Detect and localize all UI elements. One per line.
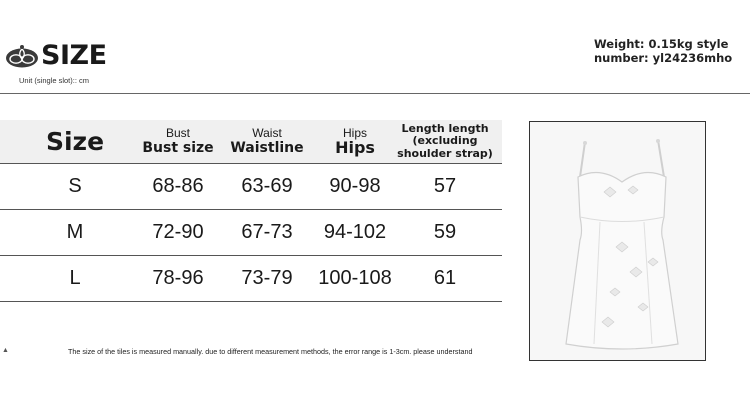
table-row: [0, 210, 502, 256]
measurement-note: The size of the tiles is measured manually. due to different measurement methods, the error range is 1-3cm. please understand: [68, 347, 473, 356]
bust-cell: 72-90: [152, 221, 204, 243]
length-column-header: [392, 120, 498, 163]
bust-header-bold: Bust size: [142, 140, 214, 156]
hips-column-header: [314, 120, 396, 163]
length-cell: 59: [433, 221, 457, 243]
length-header-line3: shoulder strap): [397, 146, 493, 160]
size-cell: S: [68, 175, 82, 197]
product-photo: [529, 121, 706, 361]
size-header-label: Size: [45, 127, 105, 156]
hips-header-bold: Hips: [335, 138, 375, 157]
waist-header-small: Waist: [252, 126, 282, 140]
unit-label: Unit (single slot):: cm: [19, 76, 90, 85]
waist-header-bold: Waistline: [230, 140, 304, 156]
size-heading: SIZE: [41, 40, 107, 71]
bust-column-header: [140, 120, 216, 163]
size-table: [0, 120, 502, 302]
header-divider: [0, 93, 750, 94]
hips-cell: 90-98: [329, 175, 381, 197]
hanger-logo-icon: [5, 43, 39, 69]
length-header-line2: (excluding: [412, 134, 478, 148]
waist-cell: 67-73: [241, 221, 293, 243]
dress-illustration: [530, 122, 705, 360]
length-cell: 61: [433, 267, 457, 289]
bust-cell: 78-96: [152, 267, 204, 289]
hips-cell: 94-102: [323, 221, 387, 243]
bust-cell: 68-86: [152, 175, 204, 197]
hips-header-small: Hips: [342, 126, 367, 140]
weight-text: Weight: 0.15kg style: [594, 37, 729, 51]
size-cell: L: [69, 267, 81, 289]
waist-cell: 63-69: [241, 175, 293, 197]
size-table-header: [0, 120, 502, 163]
table-row: [0, 256, 502, 302]
product-meta: [594, 37, 732, 65]
size-cell: M: [66, 221, 84, 243]
waist-cell: 73-79: [241, 267, 293, 289]
length-cell: 57: [433, 175, 457, 197]
size-column-header: [40, 120, 110, 163]
style-number-text: number: yl24236mho: [594, 51, 733, 65]
triangle-marker-icon: ▲: [2, 347, 9, 354]
waist-column-header: [228, 120, 306, 163]
length-header-line1: Length length: [401, 121, 489, 135]
table-row: [0, 163, 502, 210]
brand-logo: [5, 42, 107, 69]
hips-cell: 100-108: [318, 267, 392, 289]
bust-header-small: Bust: [165, 126, 190, 140]
